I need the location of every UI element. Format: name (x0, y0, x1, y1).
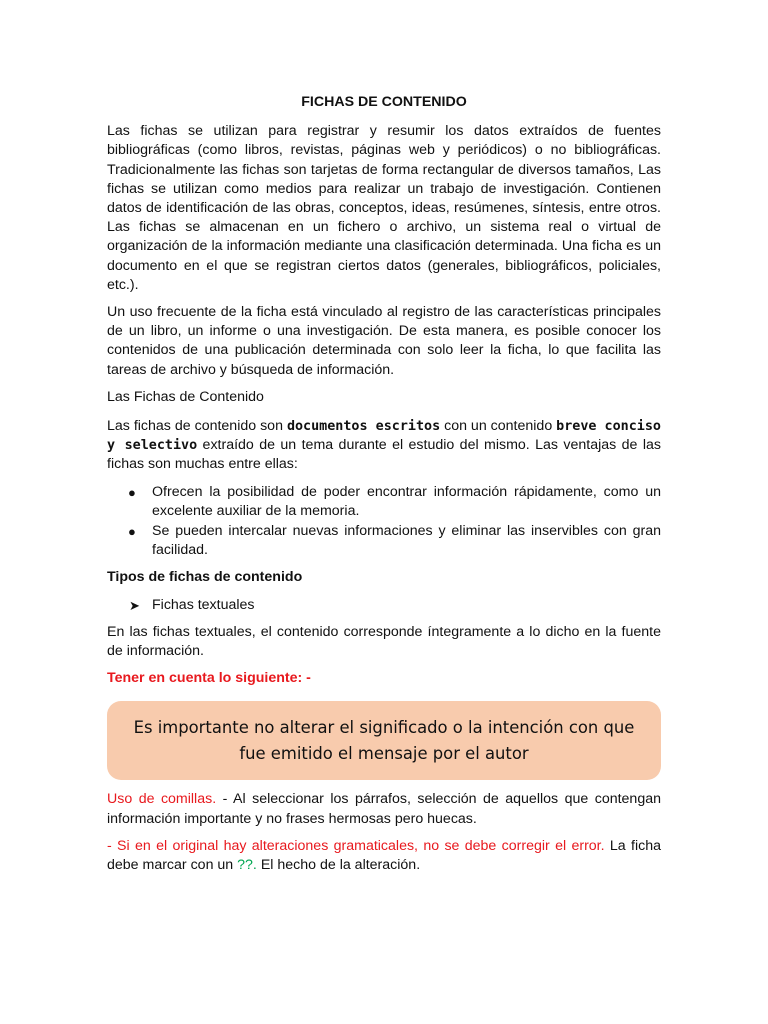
note-heading: Tener en cuenta lo siguiente: - (107, 670, 311, 687)
definition-text-1: Las fichas de contenido son (107, 418, 287, 435)
callout-text: Es importante no alterar el significado o la intención con que fue emitido el mensaje por el autor (133, 717, 635, 763)
advantages-list (107, 483, 661, 561)
alteration-green-text: ??. (237, 857, 257, 874)
arrow-list-item (107, 596, 661, 615)
usage-paragraph: Un uso frecuente de la ficha está vinculado al registro de las características principales de un libro, un informe o una investigación. De esta manera, es posible conocer los contenidos de una publicación determinada con solo leer la ficha, lo que facilita las tareas de archivo y búsqueda de información. (107, 304, 661, 378)
textual-paragraph: En las fichas textuales, el contenido corresponde íntegramente a lo dicho en la fuente de información. (107, 623, 661, 660)
definition-text-3: extraído de un tema durante el estudio del mismo. Las ventajas de las fichas son muchas entre ellas: (107, 437, 661, 473)
quotes-paragraph (107, 790, 661, 828)
alteration-red-text: - Si en el original hay alteraciones gramaticales, no se debe corregir el error. (107, 837, 605, 854)
document-body (107, 93, 661, 875)
arrowhead-bullet-icon: ➤ (129, 597, 140, 613)
callout-box (107, 701, 661, 780)
definition-bold-1: documentos escritos (286, 419, 441, 435)
list-item-text: Ofrecen la posibilidad de poder encontrar información rápidamente, como un excelente auxiliar de la memoria. (152, 483, 661, 519)
definition-bold-2: breve conciso y selectivo (107, 419, 661, 454)
definition-text-2: con un contenido (440, 418, 557, 435)
alteration-paragraph (107, 837, 661, 875)
bullet-dot-icon: ● (128, 484, 136, 500)
list-item (107, 483, 661, 521)
definition-paragraph (107, 417, 661, 475)
quotes-text: - Al seleccionar los párrafos, selección de aquellos que contengan información importante y no frases hermosas pero huecas. (107, 791, 661, 827)
bullet-dot-icon: ● (128, 524, 136, 540)
document-title: FICHAS DE CONTENIDO (301, 94, 467, 110)
section-heading: Tipos de fichas de contenido (107, 569, 303, 586)
subheading: Las Fichas de Contenido (107, 388, 264, 405)
alteration-text-2: El hecho de la alteración. (256, 857, 421, 874)
intro-paragraph: Las fichas se utilizan para registrar y resumir los datos extraídos de fuentes bibliográficas (como libros, revistas, páginas web y periódicos) o no bibliográficas. Tradicionalmente las fichas son tarjetas de forma rectangular de diversos tamaños, Las fichas se utilizan como medios para realizar un trabajo de investigación. Contienen datos de identificación de las obras, conceptos, ideas, resúmenes, síntesis, entre otros. Las fichas se almacenan en un fichero o archivo, un sistema real o virtual de organización de la información mediante una clasificación determinada. Una ficha es un documento en el que se registran ciertos datos (generales, bibliográficos, policiales, etc.). (107, 123, 661, 293)
list-item (107, 522, 661, 560)
quotes-red-text: Uso de comillas. (107, 791, 217, 808)
alteration-text-1: La ficha debe marcar con un (107, 837, 661, 874)
list-item-text: Se pueden intercalar nuevas informaciones y eliminar las inservibles con gran facilidad. (152, 523, 661, 559)
arrow-item-text: Fichas textuales (152, 596, 255, 613)
